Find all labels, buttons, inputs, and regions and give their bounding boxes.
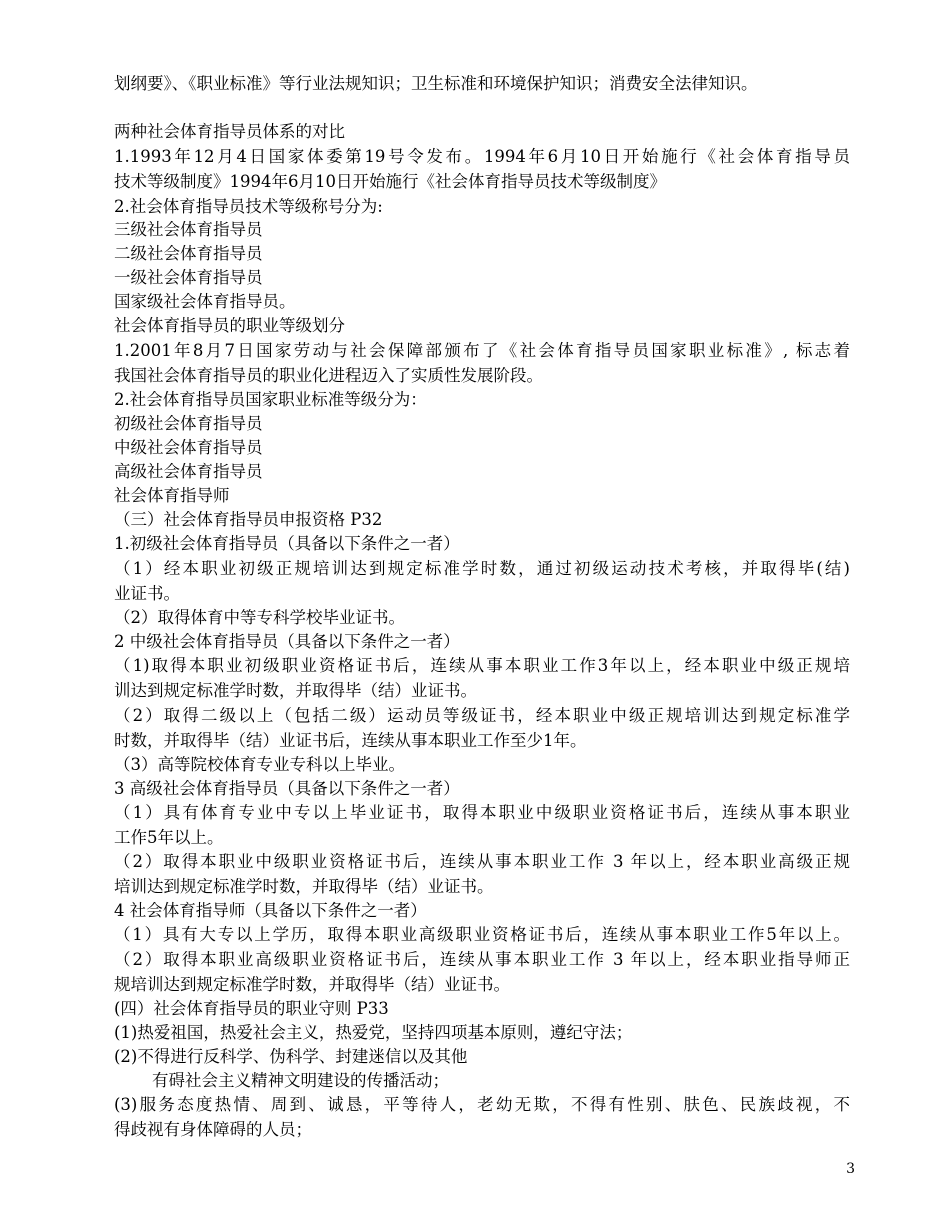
- text-line: 训达到规定标准学时数，并取得毕（结）业证书。: [114, 681, 477, 700]
- text-line: （1）经本职业初级正规培训达到规定标准学时数，通过初级运动技术考核，并取得毕(结): [114, 559, 850, 578]
- text-line: 1.初级社会体育指导员（具备以下条件之一者）: [114, 534, 460, 553]
- text-line: 时数，并取得毕（结）业证书后，连续从事本职业工作至少1年。: [114, 731, 587, 750]
- text-line: 业证书。: [114, 584, 180, 603]
- text-line: （1）具有大专以上学历，取得本职业高级职业资格证书后，连续从事本职业工作5年以上。: [114, 925, 850, 944]
- text-line: （2）取得本职业中级职业资格证书后，连续从事本职业工作 3 年以上，经本职业高级正规: [114, 852, 850, 871]
- text-line: （2）取得体育中等专科学校毕业证书。: [114, 608, 405, 627]
- list-item: 社会体育指导师: [114, 486, 230, 505]
- section-heading: 两种社会体育指导员体系的对比: [114, 122, 345, 141]
- section-heading: 社会体育指导员的职业等级划分: [114, 316, 345, 335]
- text-line: （1)取得本职业初级职业资格证书后，连续从事本职业工作3年以上，经本职业中级正规培: [114, 656, 850, 675]
- text-line: （3）高等院校体育专业专科以上毕业。: [114, 755, 405, 774]
- section-heading: (四）社会体育指导员的职业守则 P33: [114, 999, 389, 1018]
- text-line: 划纲要》、《职业标准》等行业法规知识；卫生标准和环境保护知识；消费安全法律知识。: [114, 74, 758, 93]
- text-line: 4 社会体育指导师（具备以下条件之一者）: [114, 901, 427, 920]
- text-line: 培训达到规定标准学时数，并取得毕（结）业证书。: [114, 877, 494, 896]
- text-line: (3)服务态度热情、周到、诚恳，平等待人，老幼无欺，不得有性别、肤色、民族歧视，不: [114, 1095, 850, 1114]
- text-line: （1）具有体育专业中专以上毕业证书，取得本职业中级职业资格证书后，连续从事本职业: [114, 803, 850, 822]
- text-line: 工作5年以上。: [114, 828, 224, 847]
- text-line: 规培训达到规定标准学时数，并取得毕（结）业证书。: [114, 975, 510, 994]
- text-line: 我国社会体育指导员的职业化进程迈入了实质性发展阶段。: [114, 366, 543, 385]
- section-heading: （三）社会体育指导员申报资格 P32: [114, 510, 383, 529]
- list-item: 三级社会体育指导员: [114, 220, 263, 239]
- text-line: 有碍社会主义精神文明建设的传播活动；: [152, 1071, 449, 1090]
- list-item: 初级社会体育指导员: [114, 414, 263, 433]
- list-item: 国家级社会体育指导员。: [114, 292, 296, 311]
- text-line: 技术等级制度》1994年6月10日开始施行《社会体育指导员技术等级制度》: [114, 172, 666, 191]
- page-number: 3: [846, 1161, 855, 1177]
- list-item: 中级社会体育指导员: [114, 438, 263, 457]
- text-line: （2）取得二级以上（包括二级）运动员等级证书，经本职业中级正规培训达到规定标准学: [114, 706, 850, 725]
- text-line: 2.社会体育指导员技术等级称号分为:: [114, 197, 383, 216]
- text-line: (2)不得进行反科学、伪科学、封建迷信以及其他: [114, 1047, 468, 1066]
- text-line: 1.2001年8月7日国家劳动与社会保障部颁布了《社会体育指导员国家职业标准》, 标志着: [114, 341, 850, 360]
- list-item: 二级社会体育指导员: [114, 244, 263, 263]
- text-line: 得歧视有身体障碍的人员；: [114, 1120, 312, 1139]
- list-item: 高级社会体育指导员: [114, 462, 263, 481]
- text-line: 1.1993年12月4日国家体委第19号令发布。1994年6月10日开始施行《社会体育指导员: [114, 147, 850, 166]
- list-item: 一级社会体育指导员: [114, 268, 263, 287]
- text-line: （2）取得本职业高级职业资格证书后，连续从事本职业工作 3 年以上，经本职业指导师正: [114, 950, 850, 969]
- text-line: 2.社会体育指导员国家职业标准等级分为：: [114, 390, 427, 409]
- text-line: 3 高级社会体育指导员（具备以下条件之一者）: [114, 779, 460, 798]
- text-line: (1)热爱祖国，热爱社会主义，热爱党，坚持四项基本原则，遵纪守法；: [114, 1023, 633, 1042]
- text-line: 2 中级社会体育指导员（具备以下条件之一者）: [114, 632, 460, 651]
